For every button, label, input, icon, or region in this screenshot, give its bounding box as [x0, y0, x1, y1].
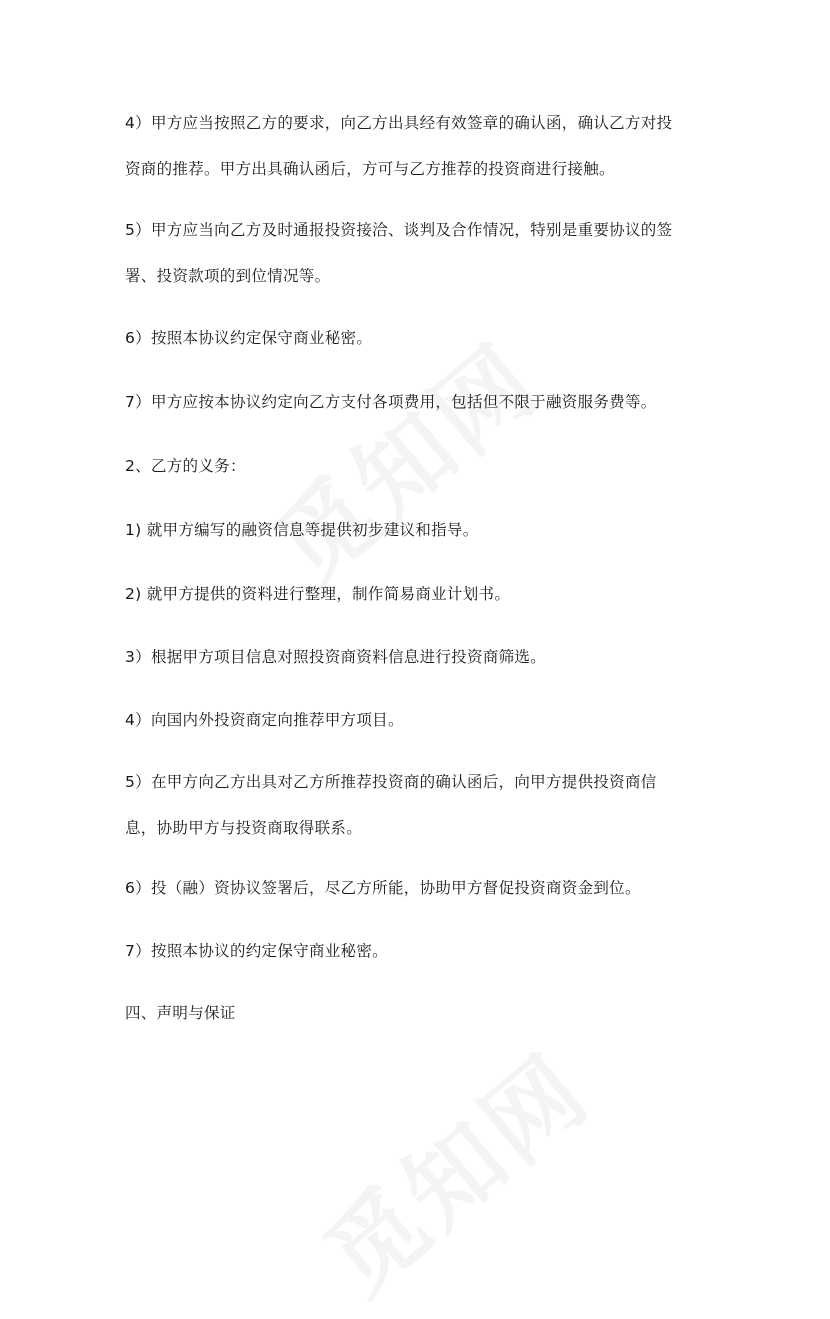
section-heading-declarations: [125, 990, 725, 1036]
text-line: 5）在甲方向乙方出具对乙方所推荐投资商的确认函后，向甲方提供投资商信: [125, 773, 657, 791]
paragraph-party-b-item-5: [125, 759, 725, 851]
paragraph-party-a-item-4: [125, 100, 725, 192]
paragraph-party-b-item-6: [125, 865, 725, 911]
text-line: 息，协助甲方与投资商取得联系。: [125, 819, 363, 837]
text-line: 6）投（融）资协议签署后，尽乙方所能，协助甲方督促投资商资金到位。: [125, 879, 641, 897]
paragraph-party-a-item-5: [125, 207, 725, 299]
text-line: 2、乙方的义务：: [125, 457, 246, 475]
text-line: 5）甲方应当向乙方及时通报投资接洽、谈判及合作情况，特别是重要协议的签: [125, 221, 673, 239]
text-line: 3）根据甲方项目信息对照投资商资料信息进行投资商筛选。: [125, 648, 546, 666]
text-line: 署、投资款项的到位情况等。: [125, 267, 331, 285]
text-line: 2) 就甲方提供的资料进行整理，制作简易商业计划书。: [125, 585, 511, 603]
paragraph-party-b-item-7: [125, 928, 725, 974]
text-line: 1) 就甲方编写的融资信息等提供初步建议和指导。: [125, 521, 479, 539]
text-line: 4）向国内外投资商定向推荐甲方项目。: [125, 711, 404, 729]
paragraph-party-b-item-1: [125, 507, 725, 553]
text-line: 四、声明与保证: [125, 1004, 236, 1022]
paragraph-party-a-item-7: [125, 379, 725, 425]
paragraph-party-b-item-3: [125, 634, 725, 680]
section-heading-party-b-obligations: [125, 443, 725, 489]
text-line: 7）按照本协议的约定保守商业秘密。: [125, 942, 388, 960]
text-line: 资商的推荐。甲方出具确认函后，方可与乙方推荐的投资商进行接触。: [125, 160, 615, 178]
paragraph-party-a-item-6: [125, 315, 725, 361]
watermark-bottom: [292, 1018, 614, 1319]
text-line: 4）甲方应当按照乙方的要求，向乙方出具经有效签章的确认函，确认乙方对投: [125, 114, 673, 132]
text-line: 6）按照本协议约定保守商业秘密。: [125, 329, 373, 347]
text-line: 7）甲方应按本协议约定向乙方支付各项费用，包括但不限于融资服务费等。: [125, 393, 657, 411]
paragraph-party-b-item-4: [125, 697, 725, 743]
paragraph-party-b-item-2: [125, 571, 725, 617]
